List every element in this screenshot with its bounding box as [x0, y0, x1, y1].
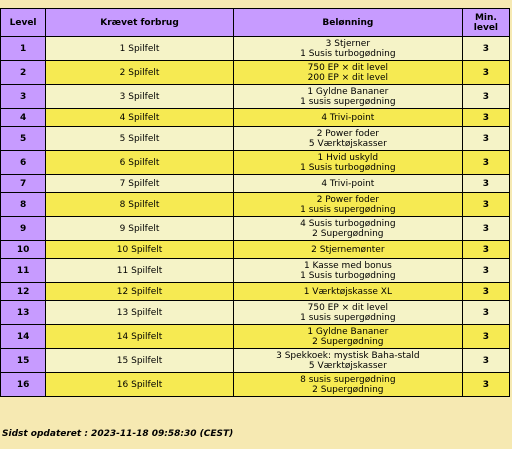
- reward-line: 2 Power foder: [316, 194, 379, 205]
- table-row: [1, 349, 509, 372]
- min-level-cell: 3: [463, 85, 509, 108]
- reward-cell: [234, 373, 462, 396]
- reward-cell: [234, 217, 462, 240]
- level-cell: 7: [1, 175, 45, 192]
- reward-cell: [234, 61, 462, 84]
- level-cell: 11: [1, 259, 45, 282]
- reward-cell: [234, 127, 462, 150]
- min-level-cell: 3: [463, 151, 509, 174]
- requirement-cell: 11 Spilfelt: [46, 259, 233, 282]
- requirement-cell: 5 Spilfelt: [46, 127, 233, 150]
- reward-line: 1 Susis turbogødning: [300, 48, 396, 59]
- reward-line: 2 Supergødning: [312, 336, 384, 347]
- table-row: [1, 373, 509, 396]
- min-level-cell: 3: [463, 241, 509, 258]
- level-cell: 3: [1, 85, 45, 108]
- reward-cell: [234, 349, 462, 372]
- reward-line: 4 Trivi-point: [321, 112, 375, 123]
- level-cell: 10: [1, 241, 45, 258]
- min-level-cell: 3: [463, 61, 509, 84]
- table-row: [1, 301, 509, 324]
- requirement-cell: 4 Spilfelt: [46, 109, 233, 126]
- min-level-cell: 3: [463, 175, 509, 192]
- reward-cell: [234, 109, 462, 126]
- table-row: [1, 325, 509, 348]
- min-level-cell: 3: [463, 109, 509, 126]
- level-cell: 5: [1, 127, 45, 150]
- level-cell: 2: [1, 61, 45, 84]
- reward-cell: [234, 259, 462, 282]
- reward-cell: [234, 85, 462, 108]
- min-level-cell: 3: [463, 301, 509, 324]
- reward-line: 200 EP × dit level: [307, 72, 389, 83]
- table-row: [1, 151, 509, 174]
- reward-line: 1 Værktøjskasse XL: [303, 286, 392, 297]
- table-row: [1, 193, 509, 216]
- level-cell: 15: [1, 349, 45, 372]
- reward-line: 1 Kasse med bonus: [303, 260, 392, 271]
- requirement-cell: 7 Spilfelt: [46, 175, 233, 192]
- requirement-cell: 3 Spilfelt: [46, 85, 233, 108]
- reward-line: 8 susis supergødning: [300, 374, 396, 385]
- header-level: Level: [1, 9, 45, 36]
- reward-line: 1 Susis turbogødning: [300, 270, 396, 281]
- level-cell: 6: [1, 151, 45, 174]
- reward-cell: [234, 175, 462, 192]
- table-row: [1, 241, 509, 258]
- reward-line: 5 Værktøjskasser: [308, 360, 387, 371]
- header-min-level-line1: Min.: [474, 12, 497, 23]
- table-row: [1, 175, 509, 192]
- table-row: [1, 127, 509, 150]
- reward-line: 2 Stjernemønter: [311, 244, 385, 255]
- requirement-cell: 2 Spilfelt: [46, 61, 233, 84]
- table-row: [1, 259, 509, 282]
- header-min-level: [463, 9, 509, 36]
- level-cell: 12: [1, 283, 45, 300]
- reward-line: 2 Supergødning: [312, 384, 384, 395]
- reward-cell: [234, 37, 462, 60]
- level-cell: 16: [1, 373, 45, 396]
- level-cell: 13: [1, 301, 45, 324]
- reward-line: 2 Power foder: [316, 128, 379, 139]
- reward-cell: [234, 241, 462, 258]
- reward-line: 1 susis supergødning: [300, 96, 396, 107]
- header-min-level-line2: level: [473, 22, 499, 33]
- reward-cell: [234, 301, 462, 324]
- table-row: [1, 217, 509, 240]
- reward-line: 1 susis supergødning: [300, 204, 396, 215]
- header-requirement: Krævet forbrug: [46, 9, 233, 36]
- table-row: [1, 85, 509, 108]
- level-cell: 1: [1, 37, 45, 60]
- level-rewards-table: [0, 8, 510, 397]
- table-row: [1, 109, 509, 126]
- table-header-row: [1, 9, 509, 36]
- reward-line: 1 Gyldne Bananer: [307, 86, 389, 97]
- requirement-cell: 10 Spilfelt: [46, 241, 233, 258]
- reward-cell: [234, 193, 462, 216]
- min-level-cell: 3: [463, 37, 509, 60]
- reward-line: 3 Stjerner: [325, 38, 371, 49]
- min-level-cell: 3: [463, 349, 509, 372]
- reward-line: 4 Trivi-point: [321, 178, 375, 189]
- min-level-cell: 3: [463, 373, 509, 396]
- reward-line: 1 susis supergødning: [300, 312, 396, 323]
- requirement-cell: 16 Spilfelt: [46, 373, 233, 396]
- reward-cell: [234, 325, 462, 348]
- min-level-cell: 3: [463, 193, 509, 216]
- reward-line: 4 Susis turbogødning: [300, 218, 396, 229]
- reward-line: 5 Værktøjskasser: [308, 138, 387, 149]
- level-cell: 4: [1, 109, 45, 126]
- reward-cell: [234, 283, 462, 300]
- reward-line: 1 Gyldne Bananer: [307, 326, 389, 337]
- min-level-cell: 3: [463, 217, 509, 240]
- reward-line: 2 Supergødning: [312, 228, 384, 239]
- reward-line: 1 Susis turbogødning: [300, 162, 396, 173]
- reward-line: 750 EP × dit level: [307, 302, 389, 313]
- requirement-cell: 1 Spilfelt: [46, 37, 233, 60]
- reward-line: 1 Hvid uskyld: [317, 152, 379, 163]
- requirement-cell: 9 Spilfelt: [46, 217, 233, 240]
- requirement-cell: 12 Spilfelt: [46, 283, 233, 300]
- min-level-cell: 3: [463, 283, 509, 300]
- table-body: [1, 37, 509, 396]
- header-reward: Belønning: [234, 9, 462, 36]
- reward-line: 750 EP × dit level: [307, 62, 389, 73]
- reward-cell: [234, 151, 462, 174]
- min-level-cell: 3: [463, 259, 509, 282]
- requirement-cell: 8 Spilfelt: [46, 193, 233, 216]
- min-level-cell: 3: [463, 127, 509, 150]
- last-updated-text: Sidst opdateret : 2023-11-18 09:58:30 (CEST): [2, 429, 234, 439]
- requirement-cell: 14 Spilfelt: [46, 325, 233, 348]
- reward-line: 3 Spekkoek: mystisk Baha-stald: [276, 350, 420, 361]
- level-cell: 9: [1, 217, 45, 240]
- level-cell: 14: [1, 325, 45, 348]
- table-row: [1, 61, 509, 84]
- requirement-cell: 6 Spilfelt: [46, 151, 233, 174]
- requirement-cell: 15 Spilfelt: [46, 349, 233, 372]
- requirement-cell: 13 Spilfelt: [46, 301, 233, 324]
- table-row: [1, 283, 509, 300]
- min-level-cell: 3: [463, 325, 509, 348]
- table-row: [1, 37, 509, 60]
- level-cell: 8: [1, 193, 45, 216]
